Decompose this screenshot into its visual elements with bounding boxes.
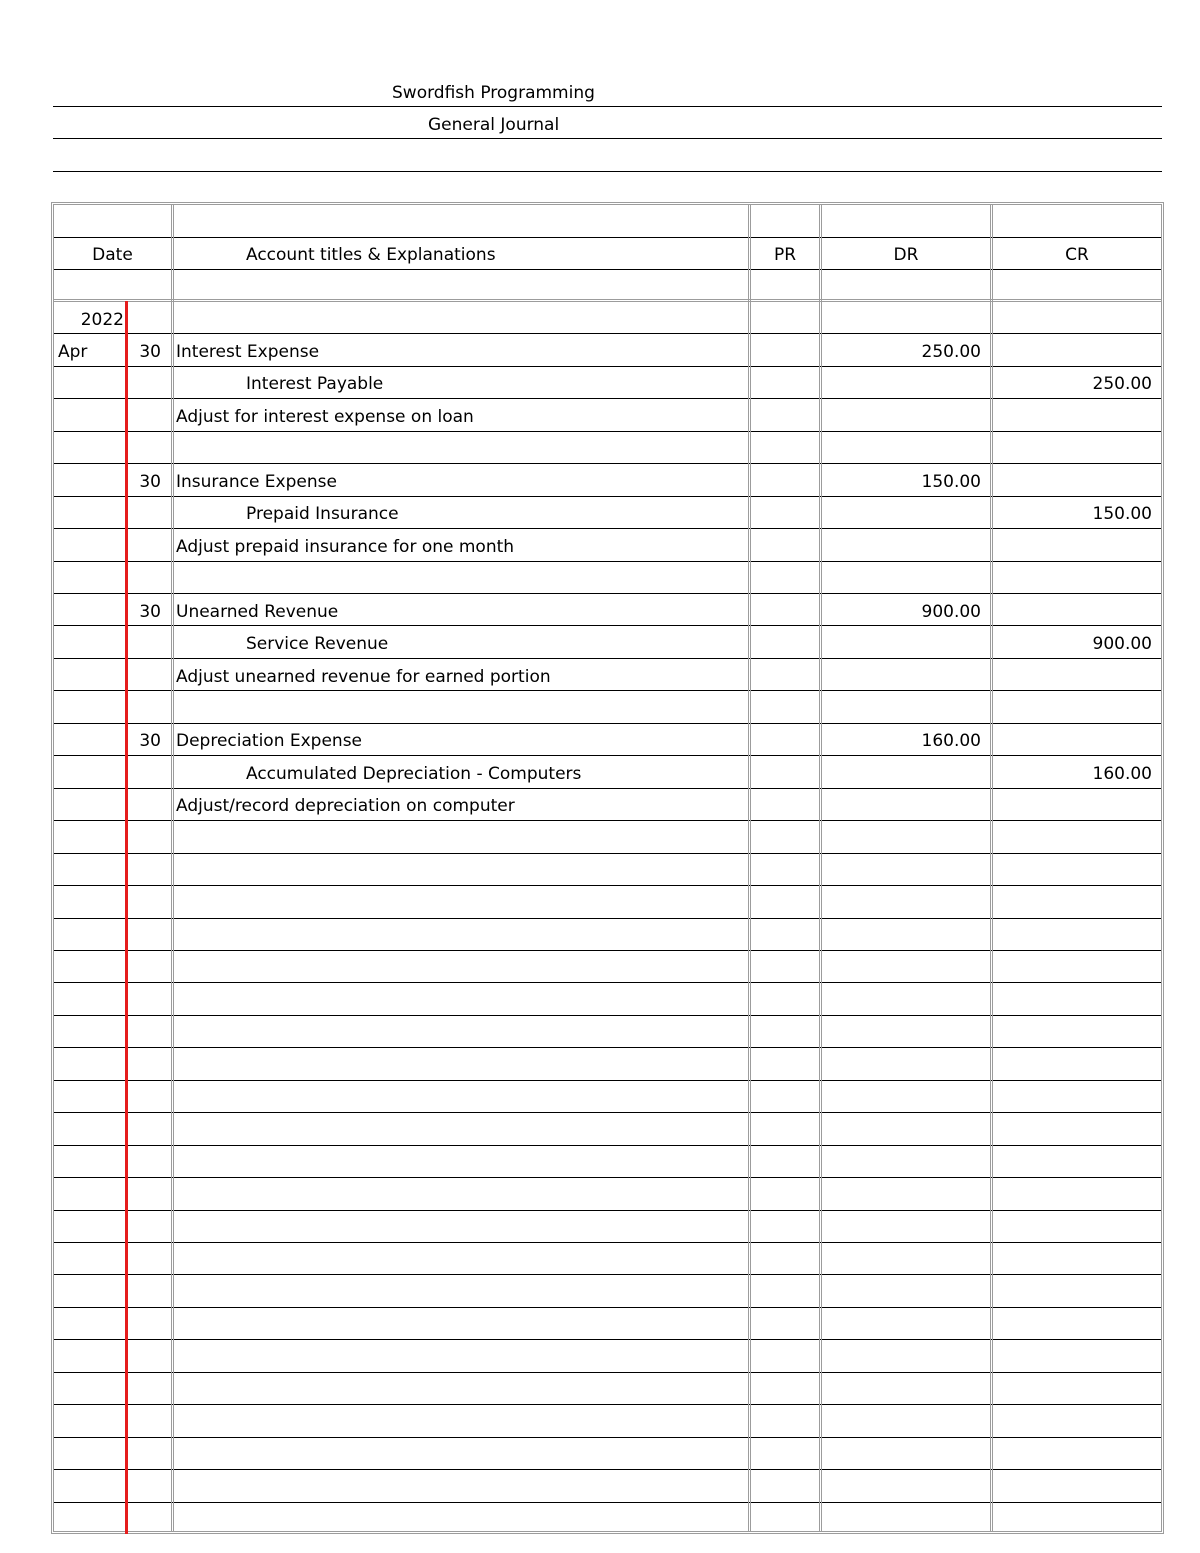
debit-account: Interest Expense	[176, 342, 320, 362]
journal-row	[54, 1146, 1161, 1178]
entry-day: 30	[139, 601, 161, 622]
journal-row	[54, 854, 1161, 886]
journal-row	[54, 1048, 1161, 1080]
entry-explanation: Adjust for interest expense on loan	[176, 406, 474, 427]
credit-amount: 150.00	[1092, 504, 1152, 525]
journal-row	[54, 1113, 1161, 1145]
credit-amount: 250.00	[1092, 374, 1152, 395]
date-margin-rule	[125, 301, 128, 1534]
journal-table	[51, 202, 1164, 1534]
credit-account: Service Revenue	[246, 634, 389, 655]
journal-row	[54, 1016, 1161, 1048]
debit-account: Depreciation Expense	[176, 731, 363, 752]
column-divider	[990, 205, 993, 1531]
journal-row	[54, 1503, 1161, 1535]
journal-row	[54, 1276, 1161, 1308]
journal-row	[54, 1373, 1161, 1405]
journal-row	[54, 691, 1161, 723]
column-divider	[819, 205, 822, 1531]
journal-row	[54, 205, 1161, 238]
journal-row	[54, 1308, 1161, 1340]
journal-row	[54, 1340, 1161, 1372]
entry-explanation: Adjust unearned revenue for earned portion	[176, 666, 551, 687]
column-divider	[171, 205, 174, 1531]
entry-month: Apr	[58, 342, 88, 362]
column-header-dr: DR	[893, 245, 919, 265]
journal-row	[54, 1178, 1161, 1210]
column-header-cr: CR	[1065, 245, 1089, 265]
header-rule	[53, 106, 1162, 107]
credit-account: Accumulated Depreciation - Computers	[246, 763, 582, 784]
journal-row	[54, 821, 1161, 853]
journal-row	[54, 302, 1161, 334]
entry-explanation: Adjust prepaid insurance for one month	[176, 536, 515, 557]
entry-day: 30	[139, 342, 161, 362]
journal-row	[54, 1438, 1161, 1470]
column-divider	[748, 205, 751, 1531]
credit-amount: 160.00	[1092, 763, 1152, 784]
journal-row	[54, 270, 1161, 302]
debit-amount: 900.00	[921, 601, 981, 622]
journal-title: General Journal	[428, 115, 560, 135]
journal-row	[54, 1081, 1161, 1113]
journal-row	[54, 562, 1161, 594]
debit-amount: 160.00	[921, 731, 981, 752]
entry-day: 30	[139, 731, 161, 752]
journal-row	[54, 951, 1161, 983]
credit-account: Prepaid Insurance	[246, 504, 399, 525]
company-name: Swordfish Programming	[392, 83, 595, 103]
journal-row	[54, 886, 1161, 918]
credit-amount: 900.00	[1092, 634, 1152, 655]
header-rule	[53, 171, 1162, 172]
entry-explanation: Adjust/record depreciation on computer	[176, 796, 515, 817]
debit-account: Unearned Revenue	[176, 601, 339, 622]
journal-row	[54, 1405, 1161, 1437]
entry-day: 30	[139, 471, 161, 492]
journal-row	[54, 919, 1161, 951]
year-label: 2022	[80, 310, 124, 330]
journal-row	[54, 1470, 1161, 1502]
journal-row	[54, 1211, 1161, 1243]
credit-account: Interest Payable	[246, 374, 384, 395]
column-header-account: Account titles & Explanations	[246, 245, 496, 265]
column-header-date: Date	[92, 245, 133, 265]
journal-row	[54, 1243, 1161, 1275]
column-header-pr: PR	[773, 245, 797, 265]
header-rule	[53, 138, 1162, 139]
debit-amount: 150.00	[921, 471, 981, 492]
journal-row	[54, 432, 1161, 464]
journal-row	[54, 983, 1161, 1015]
debit-amount: 250.00	[921, 342, 981, 362]
debit-account: Insurance Expense	[176, 471, 337, 492]
